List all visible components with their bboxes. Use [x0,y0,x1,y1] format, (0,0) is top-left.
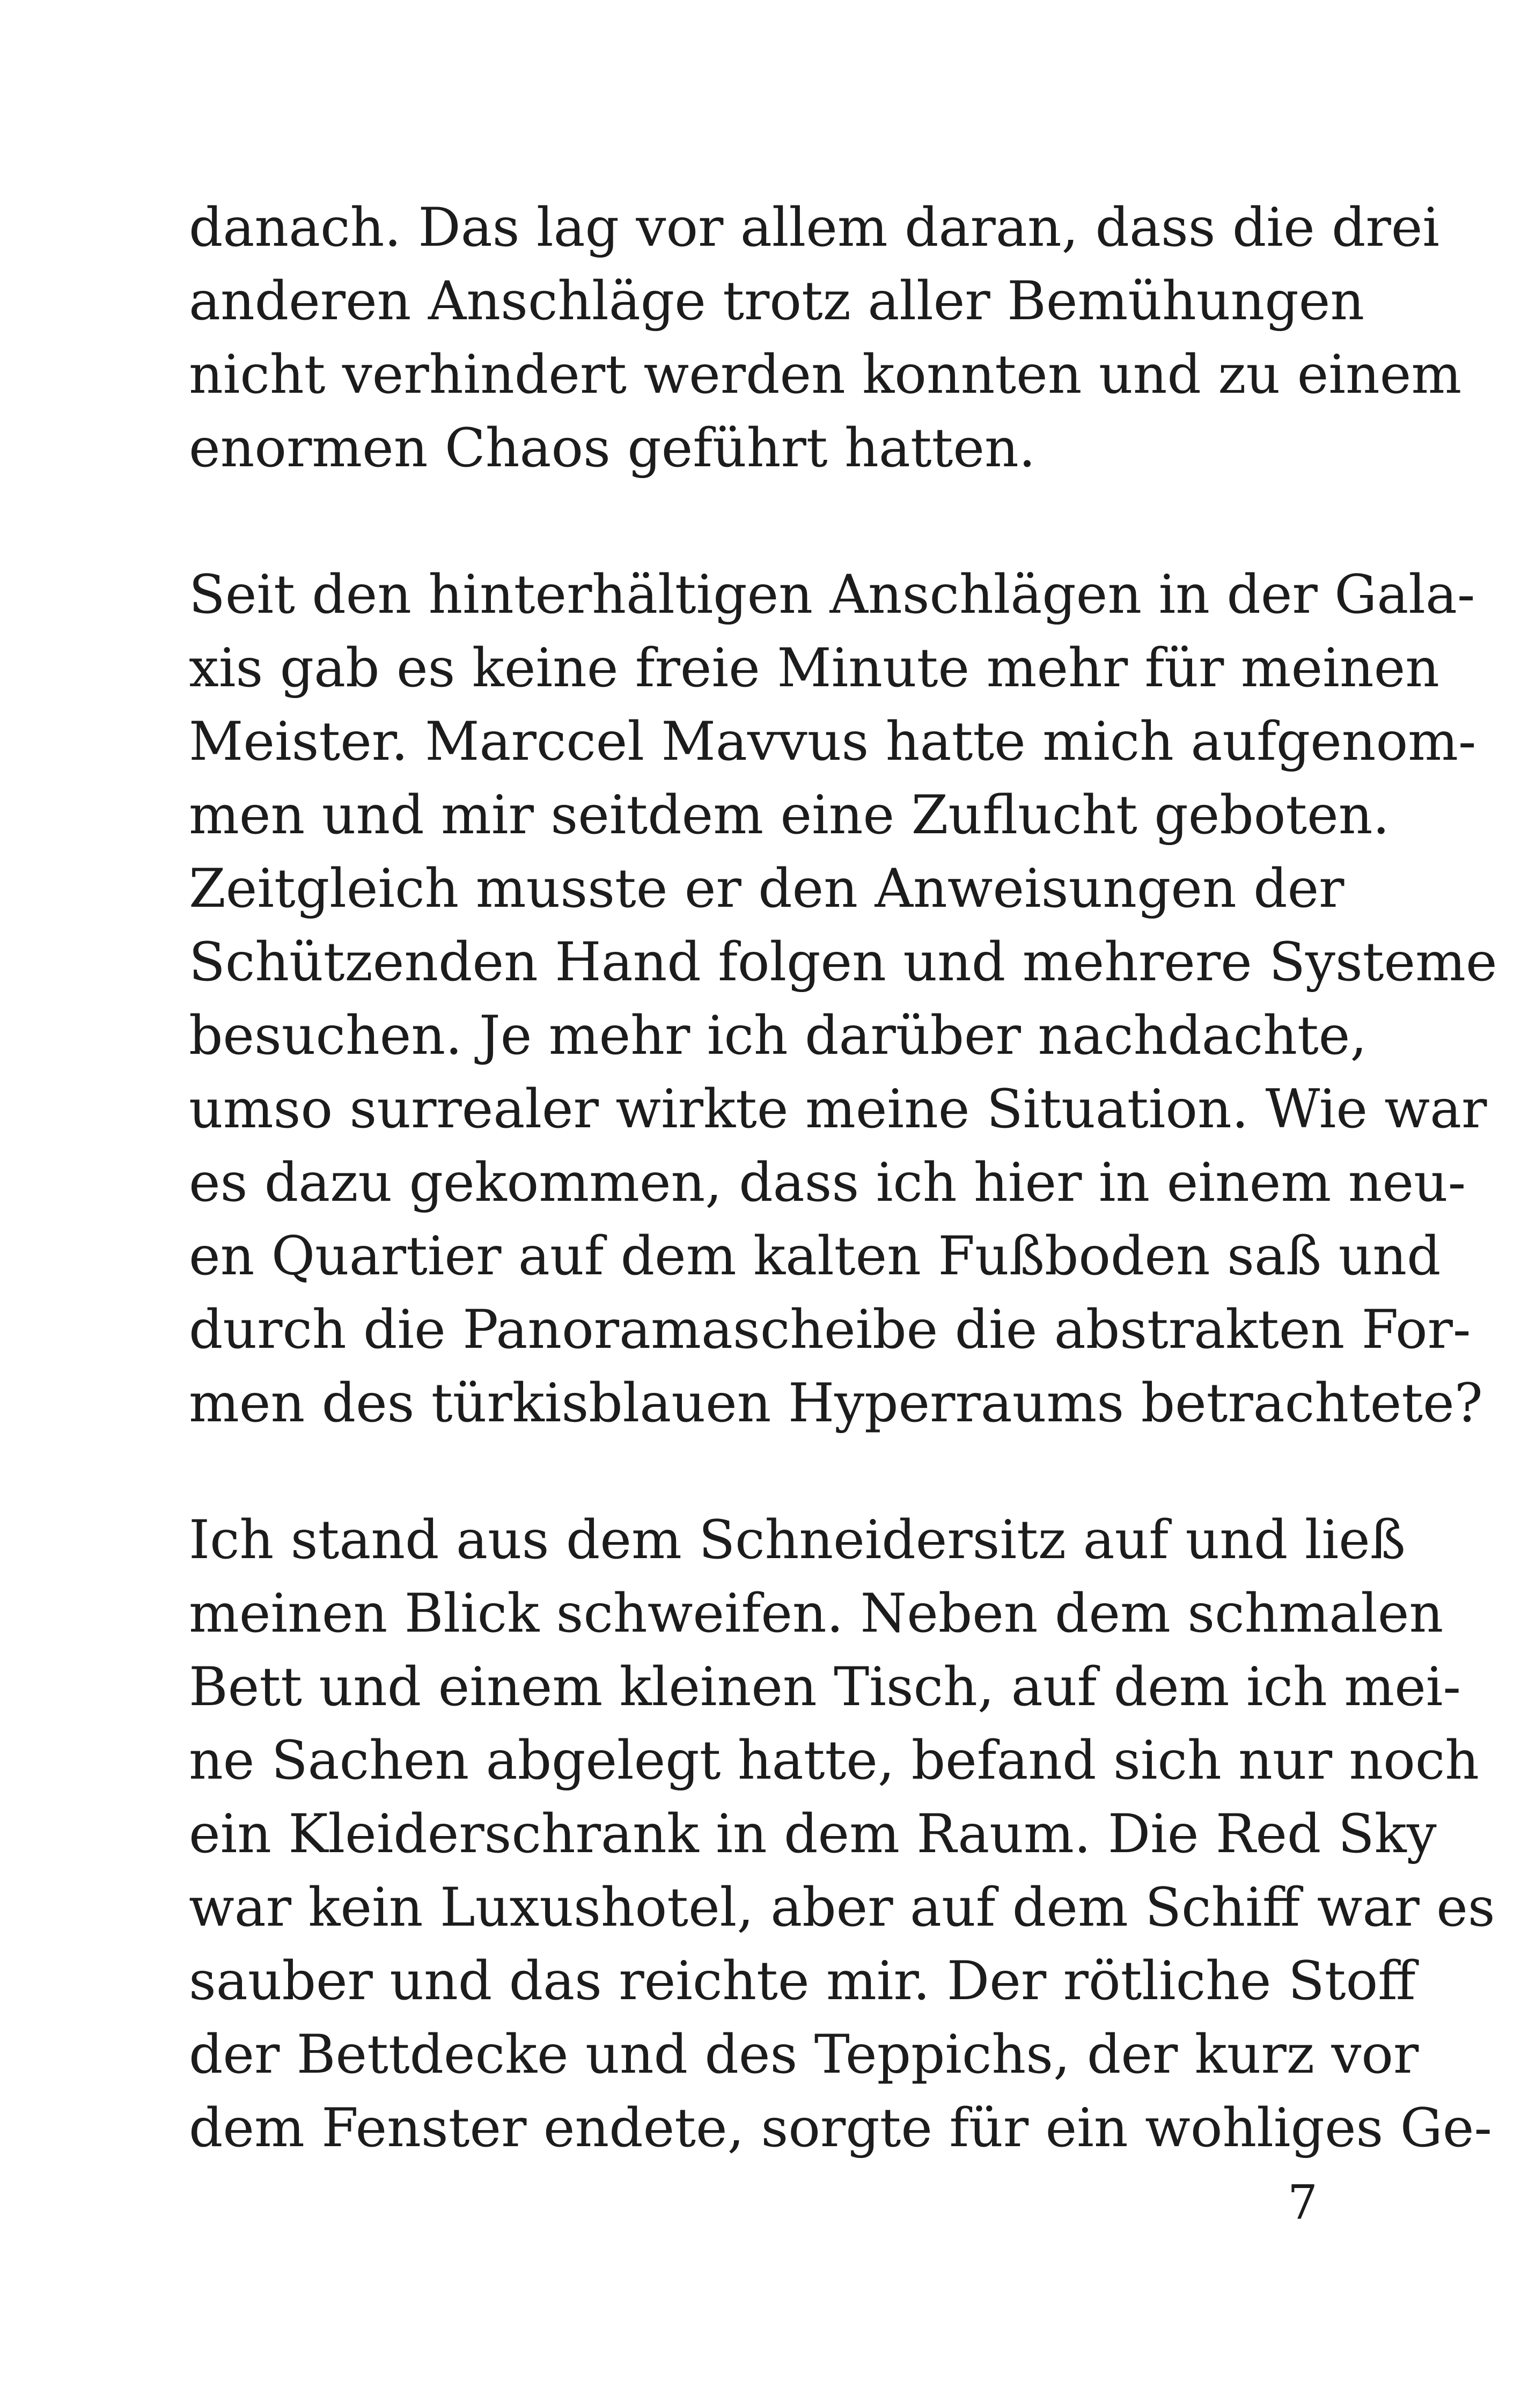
text-line: ne Sachen abgelegt hatte, befand sich nur noch [189,1730,1480,1792]
text-line: ein Kleiderschrank in dem Raum. Die Red Sky [189,1803,1437,1865]
text-line: nicht verhindert werden konnten und zu einem [189,344,1462,406]
paragraph-1 [189,191,1462,485]
paragraph-2 [189,558,1497,1440]
text-line: der Bettdecke und des Teppichs, der kurz vor [189,2024,1419,2086]
text-line: es dazu gekommen, dass ich hier in einem neu- [189,1152,1466,1214]
paragraph-3 [189,1503,1495,2165]
text-line: umso surrealer wirkte meine Situation. Wie war [189,1078,1487,1140]
text-line: men und mir seitdem eine Zuflucht geboten. [189,784,1390,846]
text-line: Meister. Marccel Mavvus hatte mich aufgenom- [189,711,1476,773]
text-line: anderen Anschläge trotz aller Bemühungen [189,270,1365,332]
text-line: sauber und das reichte mir. Der rötliche Stoff [189,1950,1416,2012]
text-line: Zeitgleich musste er den Anweisungen der [189,858,1344,920]
text-line: xis gab es keine freie Minute mehr für meinen [189,637,1440,699]
text-line: danach. Das lag vor allem daran, dass die drei [189,197,1440,259]
text-line: meinen Blick schweifen. Neben dem schmalen [189,1583,1444,1645]
text-line: besuchen. Je mehr ich darüber nachdachte, [189,1005,1367,1067]
text-line: dem Fenster endete, sorgte für ein wohliges Ge- [189,2097,1492,2159]
text-line: en Quartier auf dem kalten Fußboden saß und [189,1225,1441,1287]
text-line: Ich stand aus dem Schneidersitz auf und ließ [189,1509,1406,1571]
text-line: men des türkisblauen Hyperraums betrachtete? [189,1372,1483,1434]
text-line: Seit den hinterhältigen Anschlägen in der Gala- [189,564,1475,626]
text-line: Bett und einem kleinen Tisch, auf dem ich mei- [189,1656,1461,1718]
text-line: war kein Luxushotel, aber auf dem Schiff war es [189,1877,1495,1939]
text-line: Schützenden Hand folgen und mehrere Systeme [189,931,1497,993]
page-number: 7 [1288,2175,1318,2230]
text-line: durch die Panoramascheibe die abstrakten For- [189,1299,1471,1361]
text-line: enormen Chaos geführt hatten. [189,417,1036,479]
